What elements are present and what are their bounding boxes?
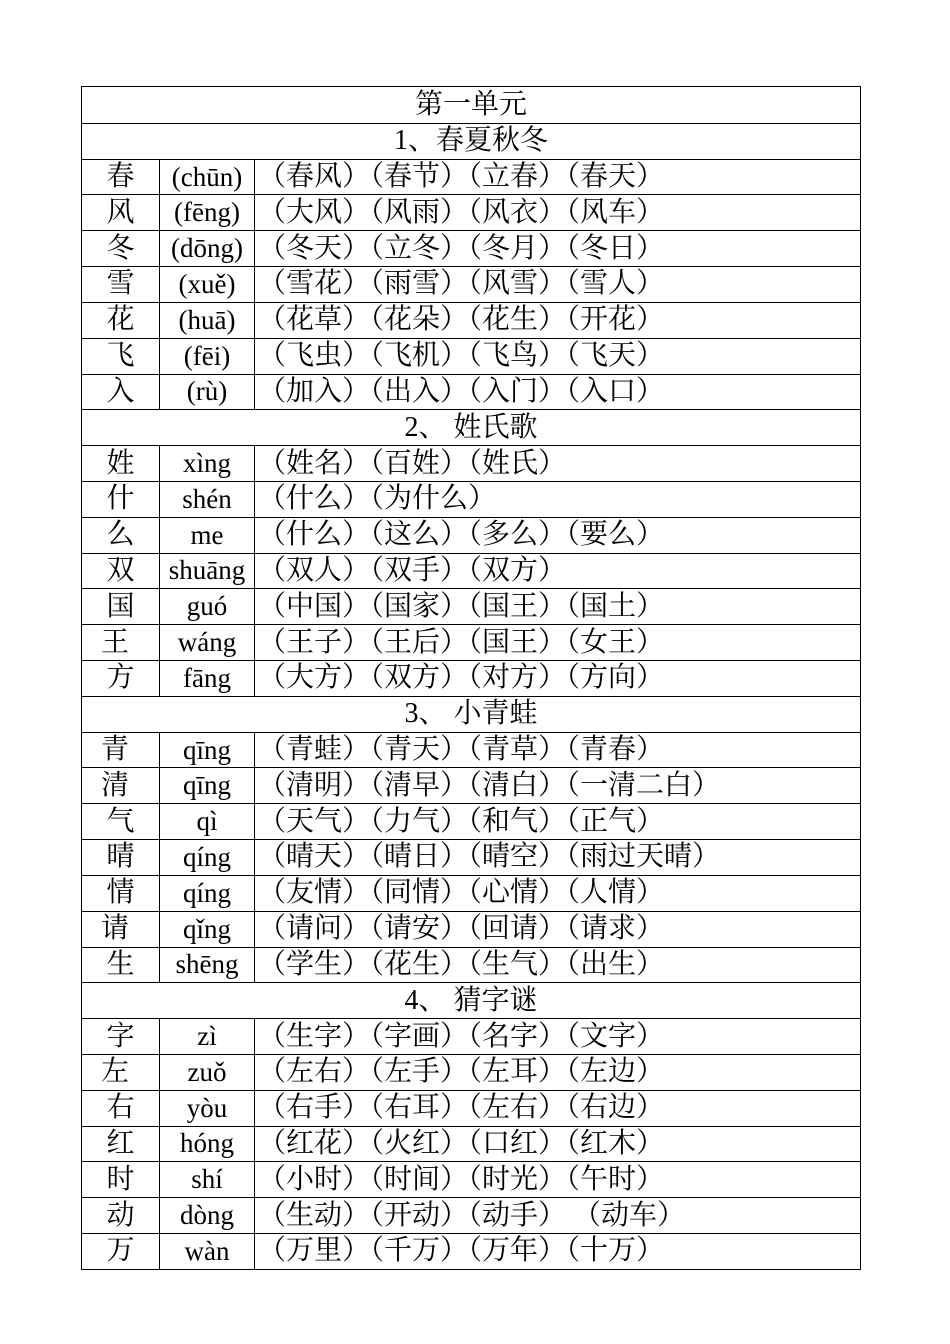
character-cell: 清 [82, 768, 160, 803]
words-cell: （雪花）（雨雪）（风雪）（雪人） [258, 268, 665, 300]
pinyin-cell: qīng [160, 733, 255, 768]
character-cell: 青 [82, 733, 160, 768]
vocab-row [82, 517, 860, 553]
character-cell: 情 [82, 876, 160, 911]
vocab-row [82, 875, 860, 911]
pinyin-cell: zì [160, 1019, 255, 1054]
words-cell: （天气）（力气）（和气）（正气） [258, 805, 665, 837]
words-cell: （友情）（同情）（心情）（人情） [258, 877, 665, 909]
words-cell: （万里）（千万）（万年）（十万） [258, 1235, 665, 1267]
character-cell: 什 [82, 482, 160, 517]
character-cell: 右 [82, 1091, 160, 1126]
words-cell: （请问）（请安）（回请）（请求） [258, 913, 665, 945]
pinyin-cell: shí [160, 1162, 255, 1197]
character-cell: 国 [82, 589, 160, 624]
words-cell: （大方）（双方）（对方）（方向） [258, 662, 665, 694]
character-cell: 动 [82, 1198, 160, 1233]
character-cell: 么 [82, 518, 160, 553]
words-cell: （小时）（时间）（时光）（午时） [258, 1163, 665, 1195]
pinyin-cell: wáng [160, 625, 255, 660]
vocab-row [82, 159, 860, 195]
words-cell: （晴天）（晴日）（晴空）（雨过天晴） [258, 841, 721, 873]
vocab-row [82, 302, 860, 338]
pinyin-cell: xìng [160, 446, 255, 481]
character-cell: 风 [82, 195, 160, 230]
vocab-row [82, 588, 860, 624]
vocab-row [82, 732, 860, 768]
vocab-row [82, 553, 860, 589]
unit-title-row [82, 87, 860, 123]
pinyin-cell: (rù) [160, 375, 255, 410]
character-cell: 左 [82, 1055, 160, 1090]
pinyin-cell: (fēi) [160, 339, 255, 374]
pinyin-cell: (huā) [160, 303, 255, 338]
lesson-heading-row [82, 696, 860, 732]
pinyin-cell: (dōng) [160, 231, 255, 266]
words-cell: （右手）（右耳）（左右）（右边） [258, 1092, 665, 1124]
words-cell: （大风）（风雨）（风衣）（风车） [258, 196, 665, 228]
vocab-row [82, 1233, 860, 1269]
vocab-row [82, 624, 860, 660]
lesson-heading-row [82, 982, 860, 1018]
character-cell: 雪 [82, 267, 160, 302]
character-cell: 飞 [82, 339, 160, 374]
character-cell: 红 [82, 1127, 160, 1162]
pinyin-cell: dòng [160, 1198, 255, 1233]
vocab-row [82, 194, 860, 230]
unit-title: 第一单元 [414, 88, 527, 120]
words-cell: （学生）（花生）（生气）（出生） [258, 948, 665, 980]
character-cell: 姓 [82, 446, 160, 481]
pinyin-cell: fāng [160, 661, 255, 696]
vocab-row [82, 1126, 860, 1162]
pinyin-cell: guó [160, 589, 255, 624]
vocab-row [82, 803, 860, 839]
vocab-row [82, 660, 860, 696]
pinyin-cell: zuǒ [160, 1055, 255, 1090]
words-cell: （红花）（火红）（口红）（红木） [258, 1127, 665, 1159]
character-cell: 花 [82, 303, 160, 338]
character-cell: 气 [82, 804, 160, 839]
words-cell: （飞虫）（飞机）（飞鸟）（飞天） [258, 340, 665, 372]
vocab-row [82, 481, 860, 517]
pinyin-cell: (fēng) [160, 195, 255, 230]
pinyin-cell: shén [160, 482, 255, 517]
lesson-heading-row [82, 409, 860, 445]
lesson-heading: 3、 小青蛙 [404, 698, 538, 730]
character-cell: 入 [82, 375, 160, 410]
words-cell: （双人）（双手）（双方） [258, 554, 567, 586]
character-cell: 春 [82, 160, 160, 195]
words-cell: （加入）（出入）（入门）（入口） [258, 375, 665, 407]
vocab-row [82, 911, 860, 947]
words-cell: （花草）（花朵）（花生）（开花） [258, 304, 665, 336]
vocab-row [82, 1090, 860, 1126]
pinyin-cell: qíng [160, 840, 255, 875]
words-cell: （冬天）（立冬）（冬月）（冬日） [258, 232, 665, 264]
words-cell: （什么）（这么）（多么）（要么） [258, 519, 665, 551]
pinyin-cell: (xuě) [160, 267, 255, 302]
vocab-row [82, 839, 860, 875]
words-cell: （青蛙）（青天）（青草）（青春） [258, 734, 665, 766]
words-cell: （生动）（开动）（动手） （动车） [258, 1199, 686, 1231]
words-cell: （清明）（清早）（清白）（一清二白） [258, 769, 721, 801]
lesson-heading-row [82, 123, 860, 159]
character-cell: 王 [82, 625, 160, 660]
pinyin-cell: shēng [160, 948, 255, 983]
vocab-row [82, 230, 860, 266]
vocab-row [82, 1161, 860, 1197]
pinyin-cell: qíng [160, 876, 255, 911]
words-cell: （姓名）（百姓）（姓氏） [258, 447, 567, 479]
vocab-row [82, 338, 860, 374]
lesson-heading: 1、春夏秋冬 [393, 125, 548, 157]
pinyin-cell: hóng [160, 1127, 255, 1162]
character-cell: 时 [82, 1162, 160, 1197]
pinyin-cell: qīng [160, 768, 255, 803]
pinyin-cell: qì [160, 804, 255, 839]
pinyin-cell: shuāng [160, 554, 255, 589]
pinyin-cell: me [160, 518, 255, 553]
character-cell: 双 [82, 554, 160, 589]
vocab-table [81, 86, 861, 1270]
words-cell: （春风）（春节）（立春）（春天） [258, 161, 665, 193]
vocab-row [82, 947, 860, 983]
lesson-heading: 2、 姓氏歌 [404, 411, 538, 443]
vocab-row [82, 1054, 860, 1090]
words-cell: （中国）（国家）（国王）（国土） [258, 590, 665, 622]
character-cell: 冬 [82, 231, 160, 266]
character-cell: 生 [82, 948, 160, 983]
vocab-row [82, 445, 860, 481]
character-cell: 晴 [82, 840, 160, 875]
pinyin-cell: (chūn) [160, 160, 255, 195]
pinyin-cell: wàn [160, 1234, 255, 1269]
vocab-row [82, 1018, 860, 1054]
character-cell: 请 [82, 912, 160, 947]
character-cell: 方 [82, 661, 160, 696]
words-cell: （左右）（左手）（左耳）（左边） [258, 1056, 665, 1088]
vocab-row [82, 266, 860, 302]
words-cell: （生字）（字画）（名字）（文字） [258, 1020, 665, 1052]
pinyin-cell: yòu [160, 1091, 255, 1126]
vocab-row [82, 1197, 860, 1233]
vocab-row [82, 374, 860, 410]
pinyin-cell: qǐng [160, 912, 255, 947]
character-cell: 字 [82, 1019, 160, 1054]
character-cell: 万 [82, 1234, 160, 1269]
vocab-row [82, 767, 860, 803]
words-cell: （什么）（为什么） [258, 483, 497, 515]
words-cell: （王子）（王后）（国王）（女王） [258, 626, 665, 658]
lesson-heading: 4、 猜字谜 [404, 984, 538, 1016]
